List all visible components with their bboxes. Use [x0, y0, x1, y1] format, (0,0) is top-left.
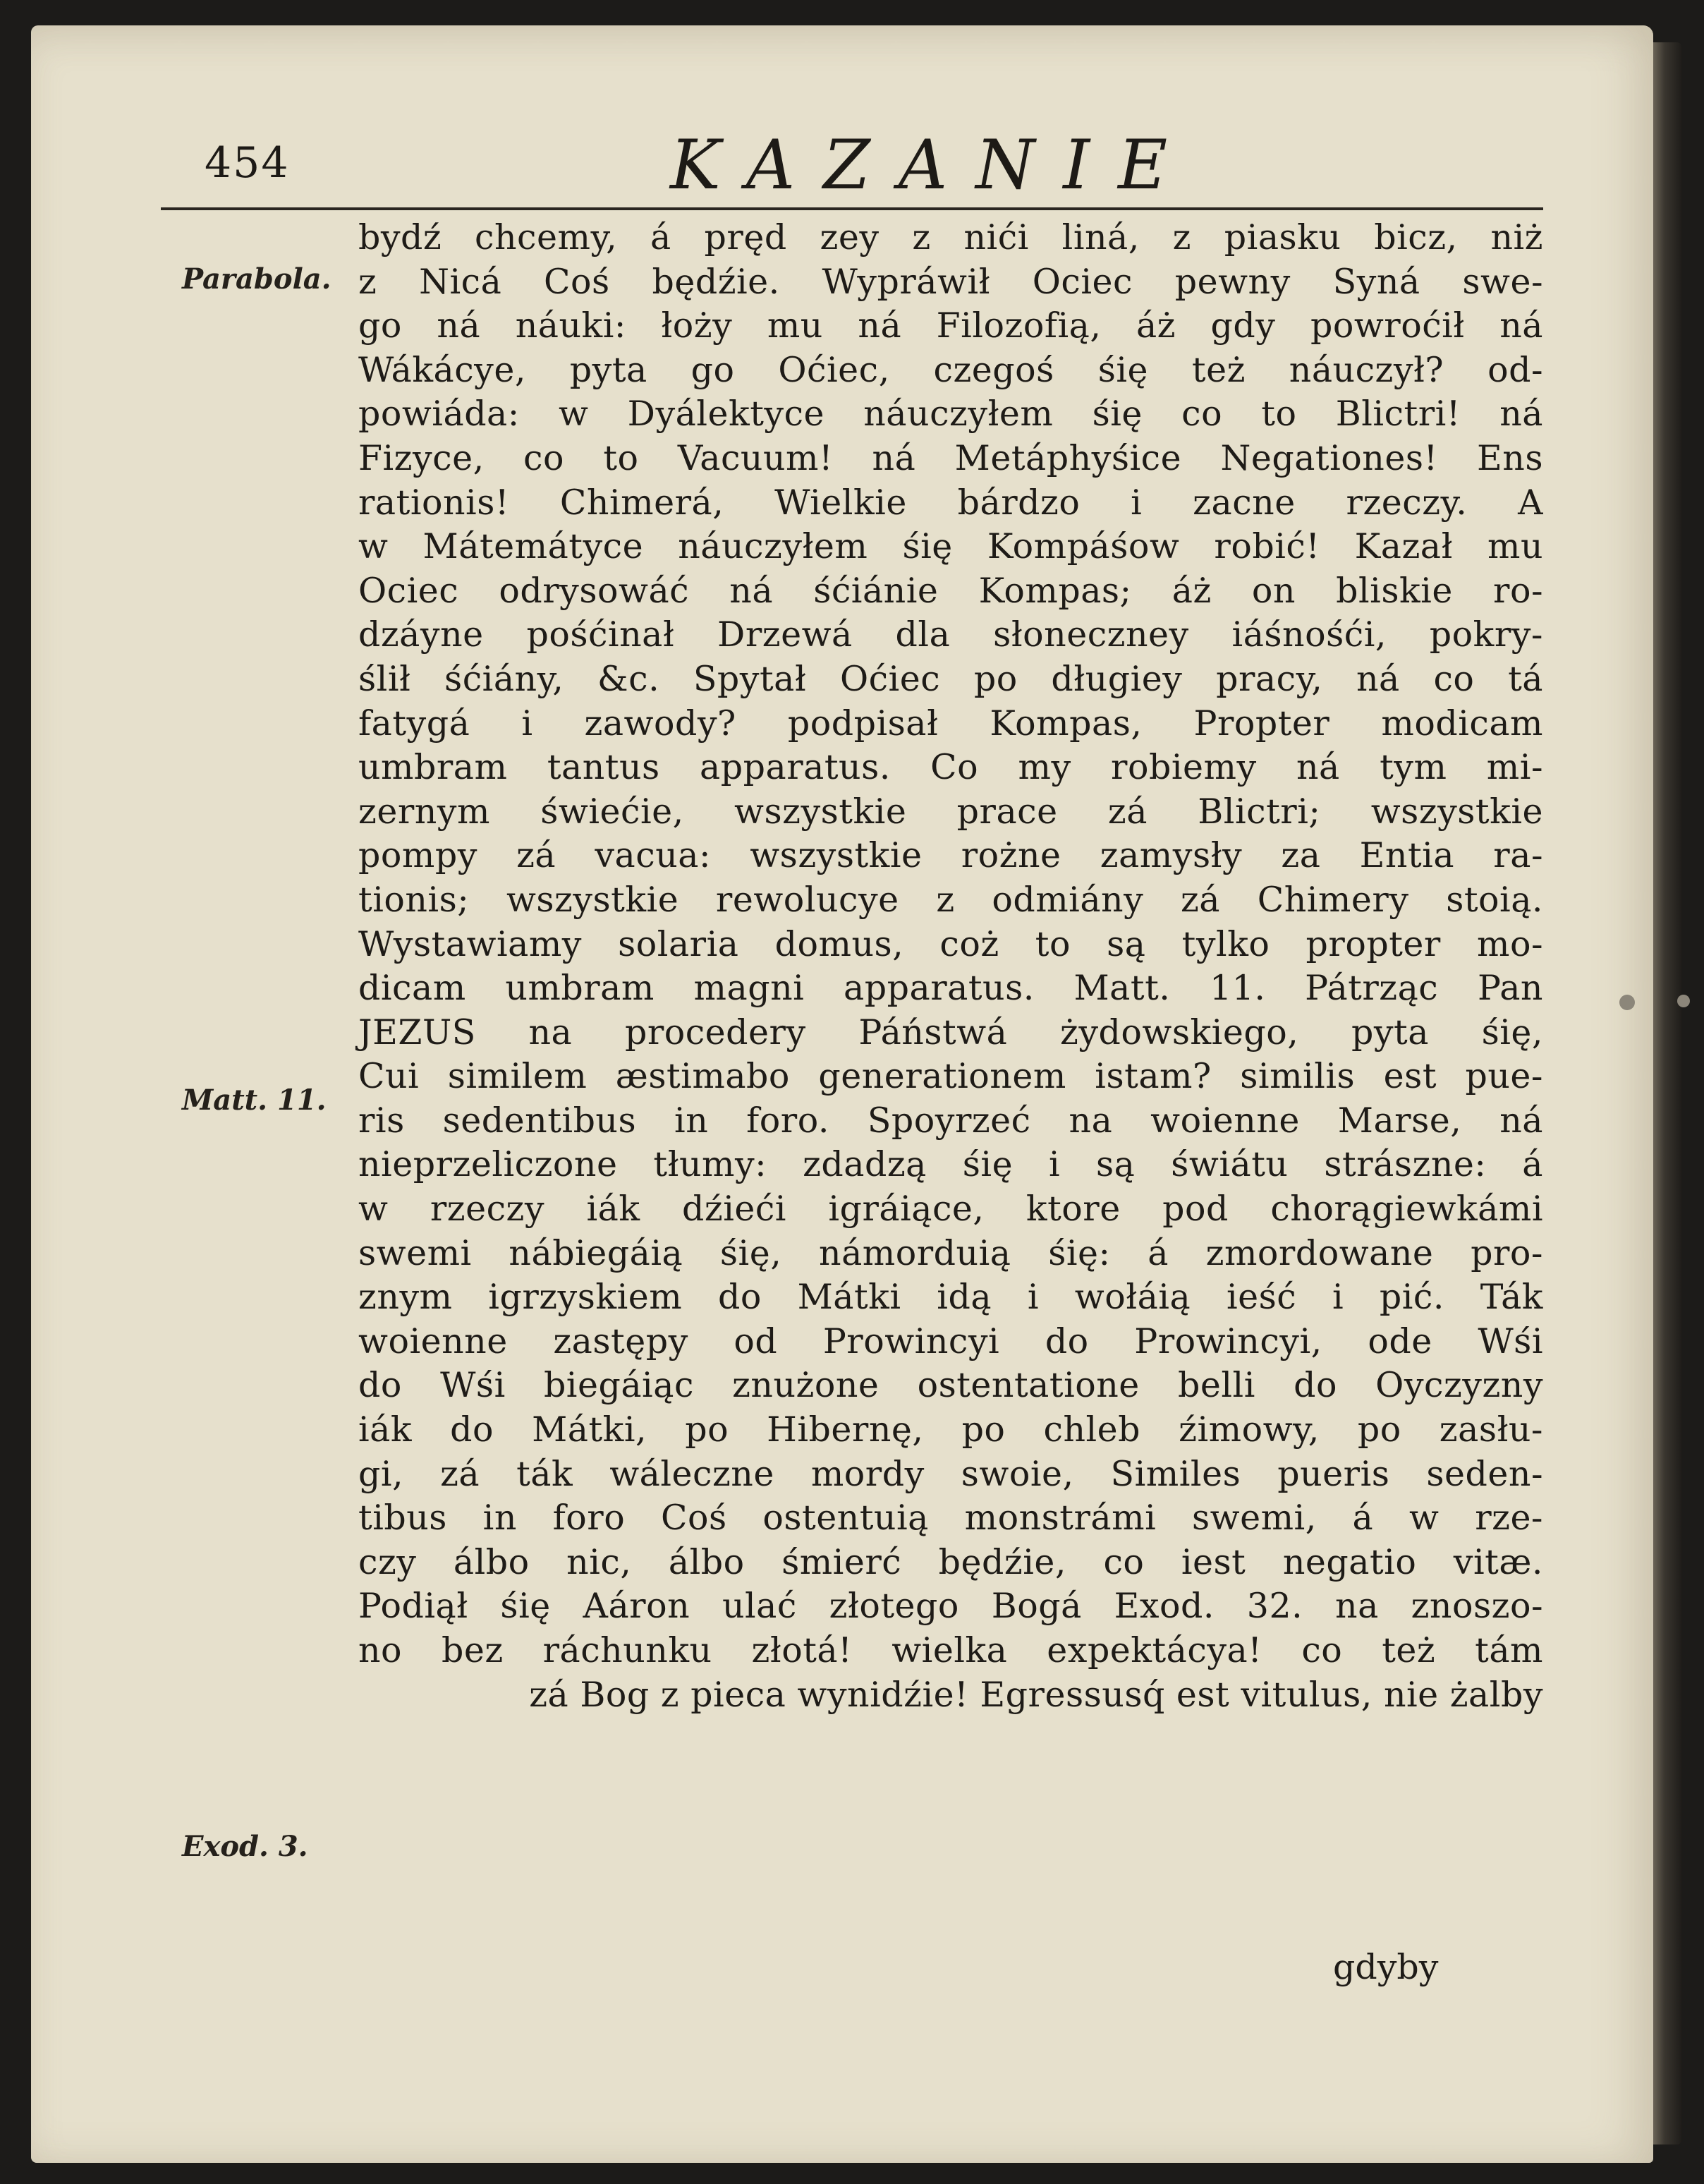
text-line: ślił śćiány, &c. Spytał Oćiec po długiey pracy, ná co tá [358, 658, 1543, 699]
body-text [358, 216, 1543, 1717]
text-line: pompy zá vacua: wszystkie rożne zamysły za Entia ra- [358, 835, 1543, 876]
text-line: Ociec odrysowáć ná śćiánie Kompas; áż on bliskie ro- [358, 570, 1543, 611]
text-line: rationis! Chimerá, Wielkie bárdzo i zacne rzeczy. A [358, 482, 1543, 523]
text-line: Wystawiamy solaria domus, coż to są tylko propter mo- [358, 923, 1543, 964]
text-line: woienne zastępy od Prowincyi do Prowincyi, ode Wśi [358, 1321, 1543, 1361]
text-line: czy álbo nic, álbo śmierć będźie, co iest negatio vitæ. [358, 1541, 1543, 1582]
margin-note-parabola: Parabola. [182, 262, 331, 296]
text-line: do Wśi biegáiąc znużone ostentatione belli do Oyczyzny [358, 1365, 1543, 1406]
text-line: go ná náuki: łoży mu ná Filozofią, áż gdy powroćił ná [358, 305, 1543, 346]
text-line: iák do Mátki, po Hibernę, po chleb źimowy, po zasłu- [358, 1409, 1543, 1450]
text-line: dzáyne pośćinał Drzewá dla słoneczney iáśnośći, pokry- [358, 614, 1543, 655]
catchword: gdyby [1333, 1947, 1439, 1987]
paper-speck [1677, 995, 1690, 1007]
text-line: zá Bog z pieca wynidźie! Egressusq́ est vitulus, nie żalby [529, 1674, 1543, 1715]
margin-note-matt: Matt. 11. [182, 1084, 327, 1117]
text-line: w rzeczy iák dźieći igráiące, ktore pod chorągiewkámi [358, 1189, 1543, 1230]
text-line: tibus in foro Coś ostentuią monstrámi swemi, á w rze- [358, 1498, 1543, 1539]
text-line: powiáda: w Dyálektyce náuczyłem śię co to Blictri! ná [358, 394, 1543, 435]
text-line: Cui similem æstimabo generationem istam? similis est pue- [358, 1056, 1543, 1097]
margin-note-exod: Exod. 3. [182, 1830, 308, 1863]
paper-speck [1619, 995, 1635, 1010]
text-line: z Nicá Coś będźie. Wypráwił Ociec pewny Syná swe- [358, 261, 1543, 302]
text-line: Wákácye, pyta go Oćiec, czegoś śię też náuczył? od- [358, 349, 1543, 390]
text-line: w Mátemátyce náuczyłem śię Kompáśow robić! Kazał mu [358, 526, 1543, 567]
text-line: swemi nábiegáią śię, námorduią śię: á zmordowane pro- [358, 1232, 1543, 1273]
text-line: JEZUS na procedery Páństwá żydowskiego, pyta śię, [358, 1012, 1543, 1052]
page-edge-shadow [1653, 42, 1681, 2144]
text-line: umbram tantus apparatus. Co my robiemy ná tym mi- [358, 747, 1543, 788]
text-line: tionis; wszystkie rewolucye z odmiány zá Chimery stoią. [358, 879, 1543, 920]
page-header [205, 126, 1545, 210]
header-rule [161, 207, 1543, 210]
text-line: znym igrzyskiem do Mátki idą i wołáią ieść i pić. Ták [358, 1277, 1543, 1318]
page-number: 454 [205, 138, 290, 188]
text-line: fatygá i zawody? podpisał Kompas, Propter modicam [358, 703, 1543, 744]
text-line: Fizyce, co to Vacuum! ná Metáphyśice Negationes! Ens [358, 437, 1543, 478]
text-line: no bez ráchunku złotá! wielka expektácya! co też tám [358, 1630, 1543, 1670]
text-line: gi, zá ták wáleczne mordy swoie, Similes pueris seden- [358, 1453, 1543, 1494]
text-line: nieprzeliczone tłumy: zdadzą śię i są świátu strászne: á [358, 1144, 1543, 1185]
text-line: ris sedentibus in foro. Spoyrzeć na woienne Marse, ná [358, 1100, 1543, 1141]
text-line: bydź chcemy, á pręd zey z nići liná, z piasku bicz, niż [358, 217, 1543, 257]
running-head: KAZANIE [670, 126, 1196, 205]
text-line: zernym świećie, wszystkie prace zá Blictri; wszystkie [358, 791, 1543, 832]
text-line: Podiął śię Aáron ulać złotego Bogá Exod. 32. na znoszo- [358, 1586, 1543, 1627]
text-line: dicam umbram magni apparatus. Matt. 11. Pátrząc Pan [358, 968, 1543, 1009]
